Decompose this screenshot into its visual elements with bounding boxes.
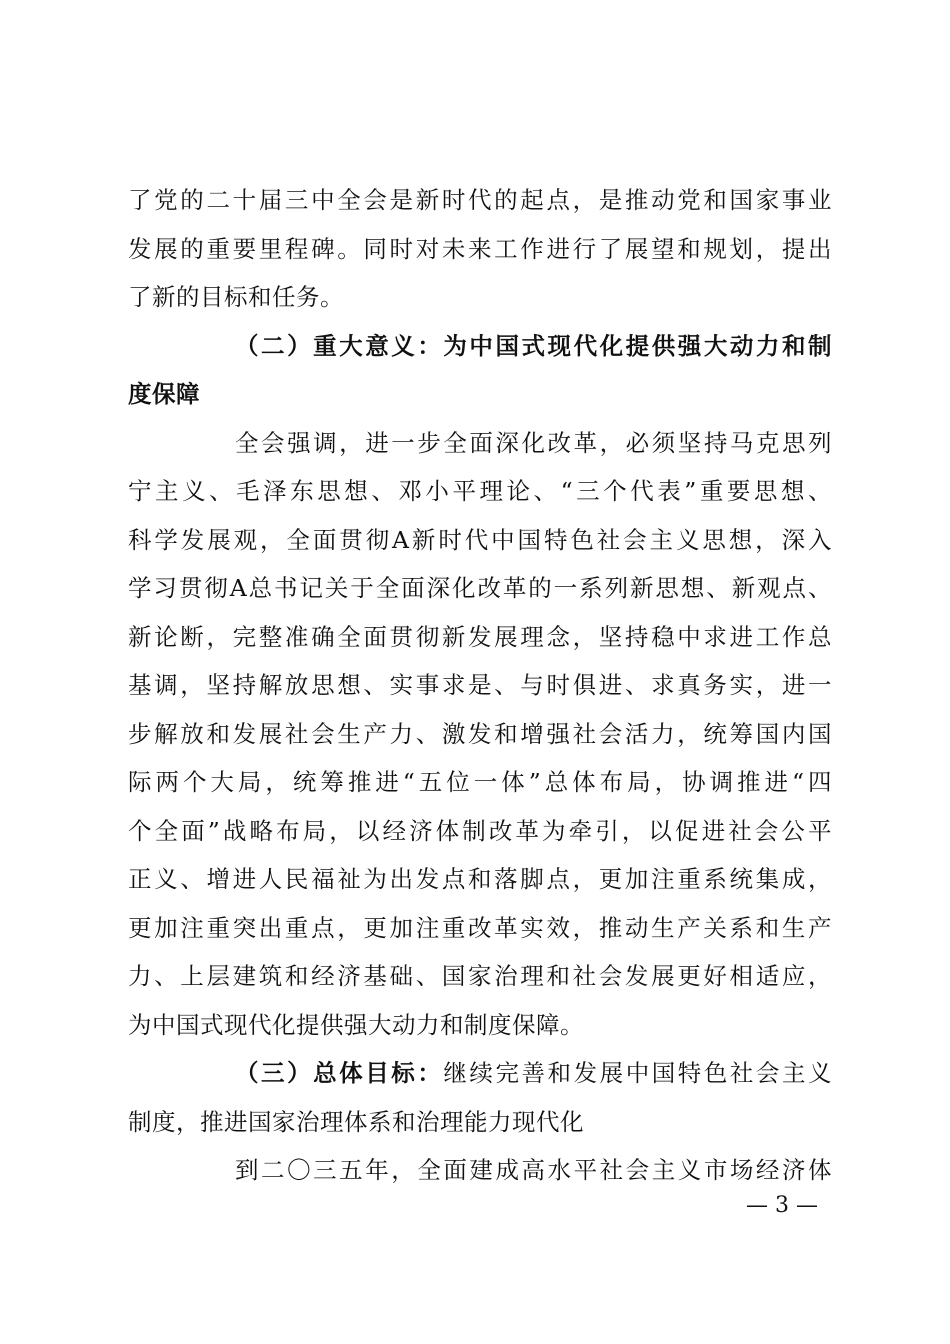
paragraph-line: 步解放和发展社会生产力、激发和增强社会活力，统筹国内国	[128, 719, 832, 748]
paragraph-line: 全会强调，进一步全面深化改革，必须坚持马克思列	[235, 428, 832, 457]
section-heading-goal	[128, 1049, 832, 1098]
paragraph-line: 发展的重要里程碑。同时对未来工作进行了展望和规划，提出	[128, 234, 832, 263]
section-heading-goal-text: 继续完善和发展中国特色社会主义	[443, 1059, 833, 1087]
page-number: — 3 —	[746, 1193, 818, 1218]
section-heading-goal-cont: 制度，推进国家治理体系和治理能力现代化	[128, 1107, 584, 1136]
paragraph-line: 新论断，完整准确全面贯彻新发展理念，坚持稳中求进工作总	[128, 622, 832, 651]
paragraph-line: 了党的二十届三中全会是新时代的起点，是推动党和国家事业	[128, 186, 832, 214]
paragraph-line: 宁主义、毛泽东思想、邓小平理论、“三个代表”重要思想、	[128, 477, 832, 505]
paragraph-line: 了新的目标和任务。	[128, 283, 344, 311]
paragraph-line: 学习贯彻A总书记关于全面深化改革的一系列新思想、新观点、	[128, 574, 832, 602]
paragraph-line: 际两个大局，统筹推进“五位一体”总体布局，协调推进“四	[128, 768, 832, 796]
paragraph-line: 正义、增进人民福祉为出发点和落脚点，更加注重系统集成，	[128, 865, 832, 893]
paragraph-line: 个全面”战略布局，以经济体制改革为牵引，以促进社会公平	[128, 816, 832, 845]
section-heading-significance: （二）重大意义：为中国式现代化提供强大动力和制	[235, 331, 832, 360]
paragraph-line: 更加注重突出重点，更加注重改革实效，推动生产关系和生产	[128, 913, 832, 942]
section-heading-significance-cont: 度保障	[128, 380, 200, 408]
paragraph-line: 到二〇三五年，全面建成高水平社会主义市场经济体	[235, 1156, 832, 1184]
paragraph-line: 基调，坚持解放思想、实事求是、与时俱进、求真务实，进一	[128, 671, 832, 699]
paragraph-line: 科学发展观，全面贯彻A新时代中国特色社会主义思想，深入	[128, 525, 832, 554]
paragraph-line: 为中国式现代化提供强大动力和制度保障。	[128, 1010, 584, 1039]
paragraph-line: 力、上层建筑和经济基础、国家治理和社会发展更好相适应，	[128, 962, 832, 990]
section-heading-goal-label: （三）总体目标：	[235, 1059, 444, 1087]
body-text	[128, 176, 832, 1195]
